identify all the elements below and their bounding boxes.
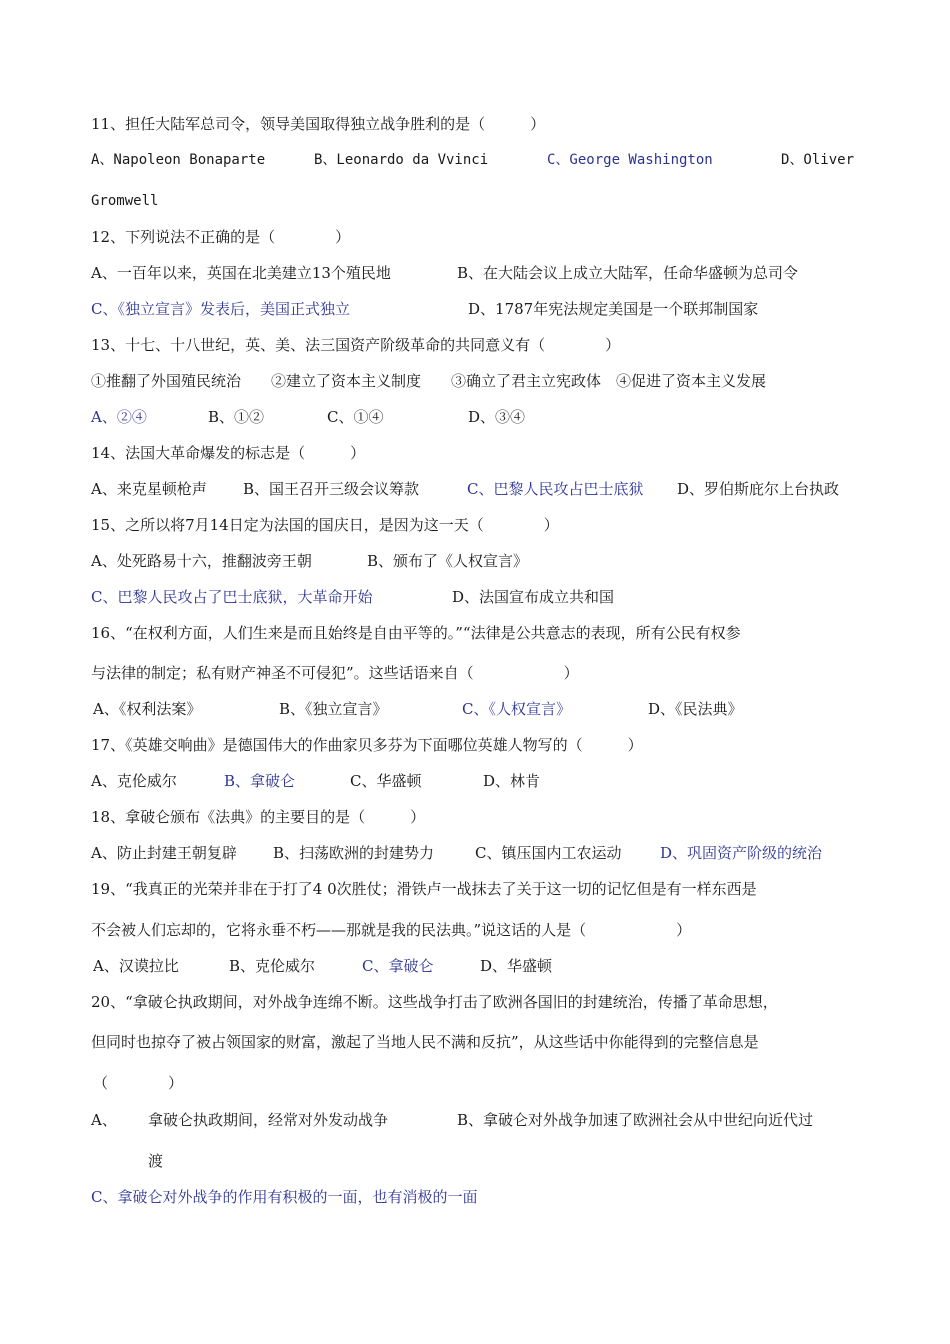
q13-option-b: B、①②	[208, 408, 265, 426]
question-16-stem-line1: 16、“在权利方面，人们生来是而且始终是自由平等的。”“法律是公共意志的表现，所有公民有权参	[91, 624, 741, 642]
q19-option-c-answer: C、拿破仑	[362, 957, 434, 975]
q19-option-d: D、华盛顿	[480, 957, 553, 975]
q13-option-d: D、③④	[468, 408, 526, 426]
q18-option-a: A、防止封建王朝复辟	[91, 844, 237, 862]
q14-option-b: B、国王召开三级会议筹款	[243, 480, 420, 498]
question-20-stem-line2: 但同时也掠夺了被占领国家的财富，激起了当地人民不满和反抗”，从这些话中你能得到的完整信息是	[91, 1033, 759, 1051]
question-16-stem-line2: 与法律的制定；私有财产神圣不可侵犯”。这些话语来自（ ）	[91, 664, 579, 682]
q16-option-d: D、《民法典》	[648, 700, 743, 718]
q20-option-c-answer: C、拿破仑对外战争的作用有积极的一面，也有消极的一面	[91, 1188, 478, 1206]
q12-option-a: A、一百年以来，英国在北美建立13个殖民地	[91, 264, 391, 282]
q12-option-b: B、在大陆会议上成立大陆军，任命华盛顿为总司令	[457, 264, 799, 282]
question-20-stem-line3: （ ）	[93, 1074, 184, 1092]
q13-statements: ①推翻了外国殖民统治 ②建立了资本主义制度 ③确立了君主立宪政体 ④促进了资本主义发展	[91, 372, 767, 390]
question-15-stem: 15、之所以将7月14日定为法国的国庆日，是因为这一天（ ）	[91, 516, 559, 534]
q11-option-a: A、Napoleon Bonaparte	[91, 152, 266, 168]
question-20-stem-line1: 20、“拿破仑执政期间，对外战争连绵不断。这些战争打击了欧洲各国旧的封建统治，传播了革命思想，	[91, 993, 778, 1011]
question-19-stem-line2: 不会被人们忘却的，它将永垂不朽——那就是我的民法典。”说这话的人是（ ）	[91, 921, 692, 939]
q14-option-c-answer: C、巴黎人民攻占巴士底狱	[467, 480, 644, 498]
q18-option-d-answer: D、巩固资产阶级的统治	[660, 844, 823, 862]
q17-option-c: C、华盛顿	[350, 772, 422, 790]
q17-option-d: D、林肯	[483, 772, 541, 790]
q15-option-a: A、处死路易十六，推翻波旁王朝	[91, 552, 312, 570]
q11-option-d-continued: Gromwell	[91, 193, 159, 209]
q13-option-c: C、①④	[327, 408, 384, 426]
q20-option-a-label: A、	[91, 1111, 117, 1129]
q11-option-c-answer: C、George Washington	[547, 152, 713, 168]
q16-option-b: B、《独立宣言》	[279, 700, 388, 718]
q19-option-b: B、克伦威尔	[229, 957, 316, 975]
q11-option-d: D、Oliver	[781, 152, 855, 168]
question-12-stem: 12、下列说法不正确的是（ ）	[91, 228, 351, 246]
q17-option-a: A、克伦威尔	[91, 772, 177, 790]
q12-option-d: D、1787年宪法规定美国是一个联邦制国家	[468, 300, 759, 318]
q20-option-b-continued: 渡	[148, 1152, 164, 1170]
q14-option-a: A、来克星顿枪声	[91, 480, 207, 498]
question-19-stem-line1: 19、“我真正的光荣并非在于打了4 0次胜仗；滑铁卢一战抹去了关于这一切的记忆但是有一样东西是	[91, 880, 757, 898]
q14-option-d: D、罗伯斯庇尔上台执政	[677, 480, 840, 498]
q20-option-b: B、拿破仑对外战争加速了欧洲社会从中世纪向近代过	[457, 1111, 814, 1129]
q13-option-a-answer: A、②④	[91, 408, 147, 426]
question-13-stem: 13、十七、十八世纪，英、美、法三国资产阶级革命的共同意义有（ ）	[91, 336, 621, 354]
question-11-stem: 11、担任大陆军总司令，领导美国取得独立战争胜利的是（ ）	[91, 115, 546, 133]
question-14-stem: 14、法国大革命爆发的标志是（ ）	[91, 444, 366, 462]
question-17-stem: 17、《英雄交响曲》是德国伟大的作曲家贝多芬为下面哪位英雄人物写的（ ）	[91, 736, 643, 754]
q18-option-b: B、扫荡欧洲的封建势力	[273, 844, 435, 862]
q19-option-a: A、汉谟拉比	[93, 957, 179, 975]
q16-option-a: A、《权利法案》	[93, 700, 202, 718]
q15-option-b: B、颁布了《人权宣言》	[367, 552, 529, 570]
q18-option-c: C、镇压国内工农运动	[475, 844, 622, 862]
q12-option-c-answer: C、《独立宣言》发表后，美国正式独立	[91, 300, 350, 318]
q15-option-d: D、法国宣布成立共和国	[452, 588, 615, 606]
q16-option-c-answer: C、《人权宣言》	[462, 700, 571, 718]
q15-option-c-answer: C、巴黎人民攻占了巴士底狱，大革命开始	[91, 588, 373, 606]
question-18-stem: 18、拿破仑颁布《法典》的主要目的是（ ）	[91, 808, 426, 826]
q17-option-b-answer: B、拿破仑	[224, 772, 296, 790]
q11-option-b: B、Leonardo da Vvinci	[314, 152, 489, 168]
q20-option-a: 拿破仑执政期间，经常对外发动战争	[148, 1111, 389, 1129]
